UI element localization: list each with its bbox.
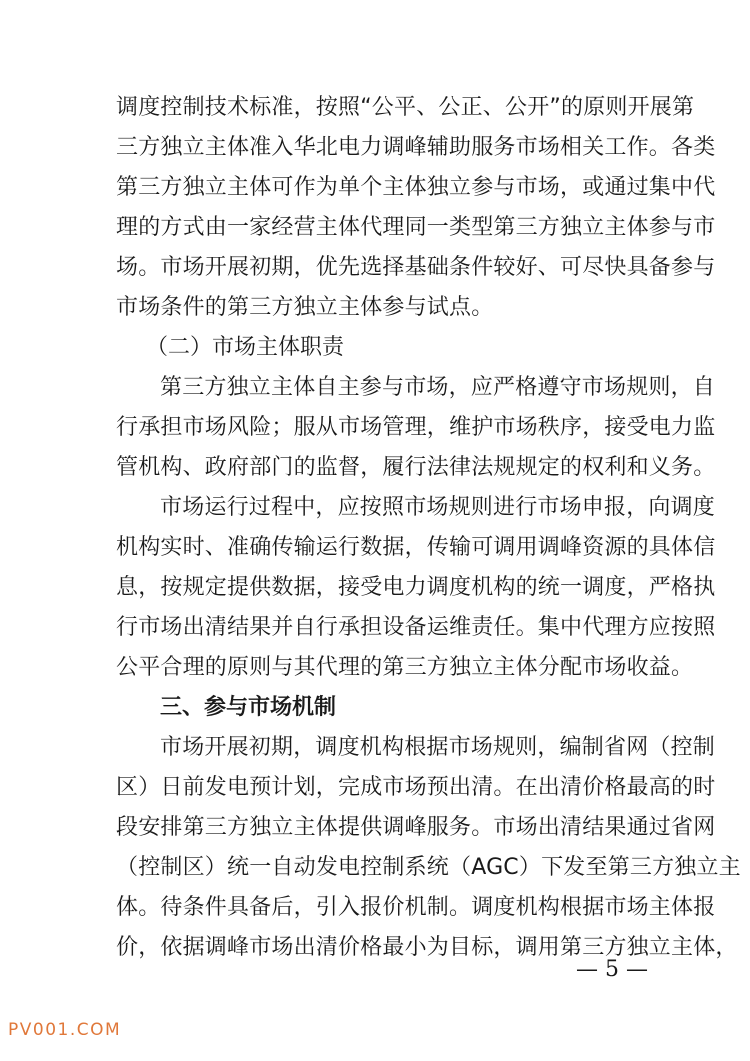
text-line: 价，依据调峰市场出清价格最小为目标，调用第三方独立主体， [116, 935, 738, 960]
paragraph [116, 488, 716, 688]
text-line: 体。待条件具备后，引入报价机制。调度机构根据市场主体报 [116, 895, 716, 920]
text-line: 市场开展初期，调度机构根据市场规则，编制省网（控制 [160, 735, 716, 760]
text-line: 息，按规定提供数据，接受电力调度机构的统一调度，严格执 [116, 575, 716, 600]
text-line: 行承担市场风险；服从市场管理，维护市场秩序，接受电力监 [116, 415, 716, 440]
document-body [116, 88, 741, 968]
paragraph [116, 368, 716, 488]
section-subheading: （二）市场主体职责 [146, 335, 345, 360]
page-number: — 5 — [576, 957, 648, 982]
text-line: 调度控制技术标准，按照“公平、公正、公开”的原则开展第 [116, 95, 695, 120]
text-line: 段安排第三方独立主体提供调峰服务。市场出清结果通过省网 [116, 815, 716, 840]
text-line: 公平合理的原则与其代理的第三方独立主体分配市场收益。 [116, 655, 694, 680]
text-line: 场。市场开展初期，优先选择基础条件较好、可尽快具备参与 [116, 255, 716, 280]
text-line: 市场条件的第三方独立主体参与试点。 [116, 295, 494, 320]
paragraph [116, 728, 741, 968]
section-heading: 三、参与市场机制 [160, 695, 337, 720]
text-line: 区）日前发电预计划，完成市场预出清。在出清价格最高的时 [116, 775, 716, 800]
text-line: 三方独立主体准入华北电力调峰辅助服务市场相关工作。各类 [116, 135, 716, 160]
text-line: 管机构、政府部门的监督，履行法律法规规定的权利和义务。 [116, 455, 716, 480]
text-line: 机构实时、准确传输运行数据，传输可调用调峰资源的具体信 [116, 535, 716, 560]
paragraph [116, 88, 716, 328]
text-line: 行市场出清结果并自行承担设备运维责任。集中代理方应按照 [116, 615, 716, 640]
text-line: 第三方独立主体可作为单个主体独立参与市场，或通过集中代 [116, 175, 716, 200]
text-line: 市场运行过程中，应按照市场规则进行市场申报，向调度 [160, 495, 716, 520]
text-line: 第三方独立主体自主参与市场，应严格遵守市场规则，自 [160, 375, 716, 400]
text-line: （控制区）统一自动发电控制系统（AGC）下发至第三方独立主 [116, 855, 741, 880]
text-line: 理的方式由一家经营主体代理同一类型第三方独立主体参与市 [116, 215, 716, 240]
site-watermark: PV001.COM [8, 1020, 122, 1040]
